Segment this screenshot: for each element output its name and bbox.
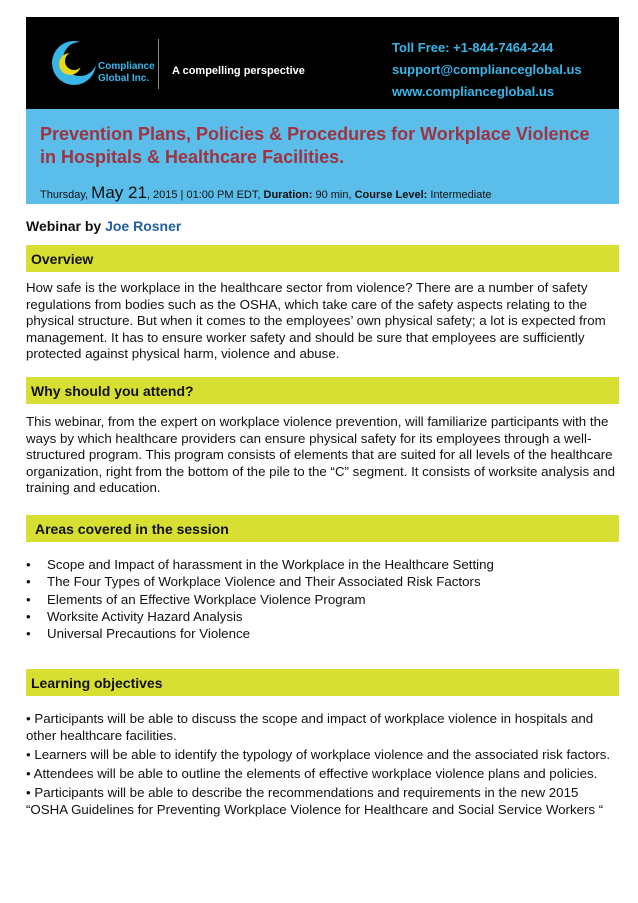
webinar-day: Thursday, [40, 189, 89, 201]
bullet-icon: • [26, 591, 31, 607]
bullet-icon: • [26, 557, 31, 572]
list-item: • Participants will be able to discuss the scope and impact of workplace violence in hospitals and other healthcare facilities. [26, 711, 594, 744]
webinar-time: , 2015 | 01:00 PM EDT, [146, 189, 264, 201]
areas-heading: Areas covered in the session [35, 521, 229, 537]
why-attend-text: This webinar, from the expert on workplace violence prevention, will familiarize participants with the ways by which healthcare providers can ensure physical safety for its employees through a well-structured program. This program consists of elements that are suited for all levels of the healthcare organization, right from the bottom of the pile to the “C” segment. It consists of worksite analysis and training and education. [26, 414, 616, 496]
course-level-label: Course Level: [354, 189, 428, 201]
bullet-icon: • [26, 626, 31, 642]
list-item: • Universal Precautions for Violence [26, 626, 251, 642]
website-link[interactable]: www.complianceglobal.us [392, 84, 555, 99]
duration-label: Duration: [263, 189, 313, 201]
presenter-name: Joe Rosner [105, 218, 182, 234]
company-suffix: Global Inc. [98, 73, 150, 84]
company-name: Compliance [98, 61, 155, 72]
list-item: • Attendees will be able to outline the elements of effective workplace violence plans and policies. [26, 766, 598, 782]
list-item: • Participants will be able to describe the recommendations and requirements in the new 2015 “OSHA Guidelines for Preventing Workplace Violence for Healthcare and Social Service Workers “ [26, 785, 604, 818]
overview-heading: Overview [31, 251, 94, 267]
overview-heading-bar [26, 245, 619, 272]
toll-free-number[interactable]: Toll Free: +1-844-7464-244 [392, 40, 554, 55]
course-level-value: Intermediate [427, 189, 492, 201]
company-logo-text [98, 61, 155, 85]
list-item: • The Four Types of Workplace Violence and Their Associated Risk Factors [26, 574, 481, 590]
webinar-date: May 21 [91, 183, 147, 202]
overview-text: How safe is the workplace in the healthcare sector from violence? There are a number of safety regulations from bodies such as the OSHA, which take care of the safety aspects relating to the physical structure. But when it comes to the employees’ own physical safety; a lot is expected from management. It has to ensure worker safety and should be sure that employees are sufficiently protected against physical harm, violence and abuse. [26, 280, 606, 362]
objectives-heading-bar [26, 669, 619, 696]
objectives-heading: Learning objectives [31, 675, 163, 691]
webinar-title: Prevention Plans, Policies & Procedures for Workplace Violence in Hospitals & Healthcare Facilities. [40, 124, 590, 167]
webinar-title-box [26, 109, 619, 204]
bullet-icon: • [26, 608, 31, 624]
tagline: A compelling perspective [172, 65, 305, 77]
why-attend-heading: Why should you attend? [31, 383, 194, 399]
list-item: • Learners will be able to identify the typology of workplace violence and the associated risk factors. [26, 747, 611, 763]
byline-label: Webinar by [26, 218, 106, 234]
duration-value: 90 min, [312, 189, 355, 201]
byline [26, 218, 181, 234]
why-attend-heading-bar [26, 377, 619, 404]
compliance-logo-icon [48, 37, 100, 89]
support-email[interactable]: support@complianceglobal.us [392, 62, 582, 77]
bullet-icon: • [26, 574, 31, 590]
webinar-meta [40, 183, 492, 203]
logo-divider [158, 39, 159, 89]
objectives-list [26, 710, 622, 821]
list-item: • Scope and Impact of harassment in the Workplace in the Healthcare Setting [26, 557, 494, 572]
contact-block [392, 37, 582, 103]
header-banner [26, 17, 619, 109]
areas-list [26, 556, 622, 642]
areas-heading-bar [26, 515, 619, 542]
list-item: • Elements of an Effective Workplace Violence Program [26, 591, 366, 607]
list-item: • Worksite Activity Hazard Analysis [26, 608, 243, 624]
